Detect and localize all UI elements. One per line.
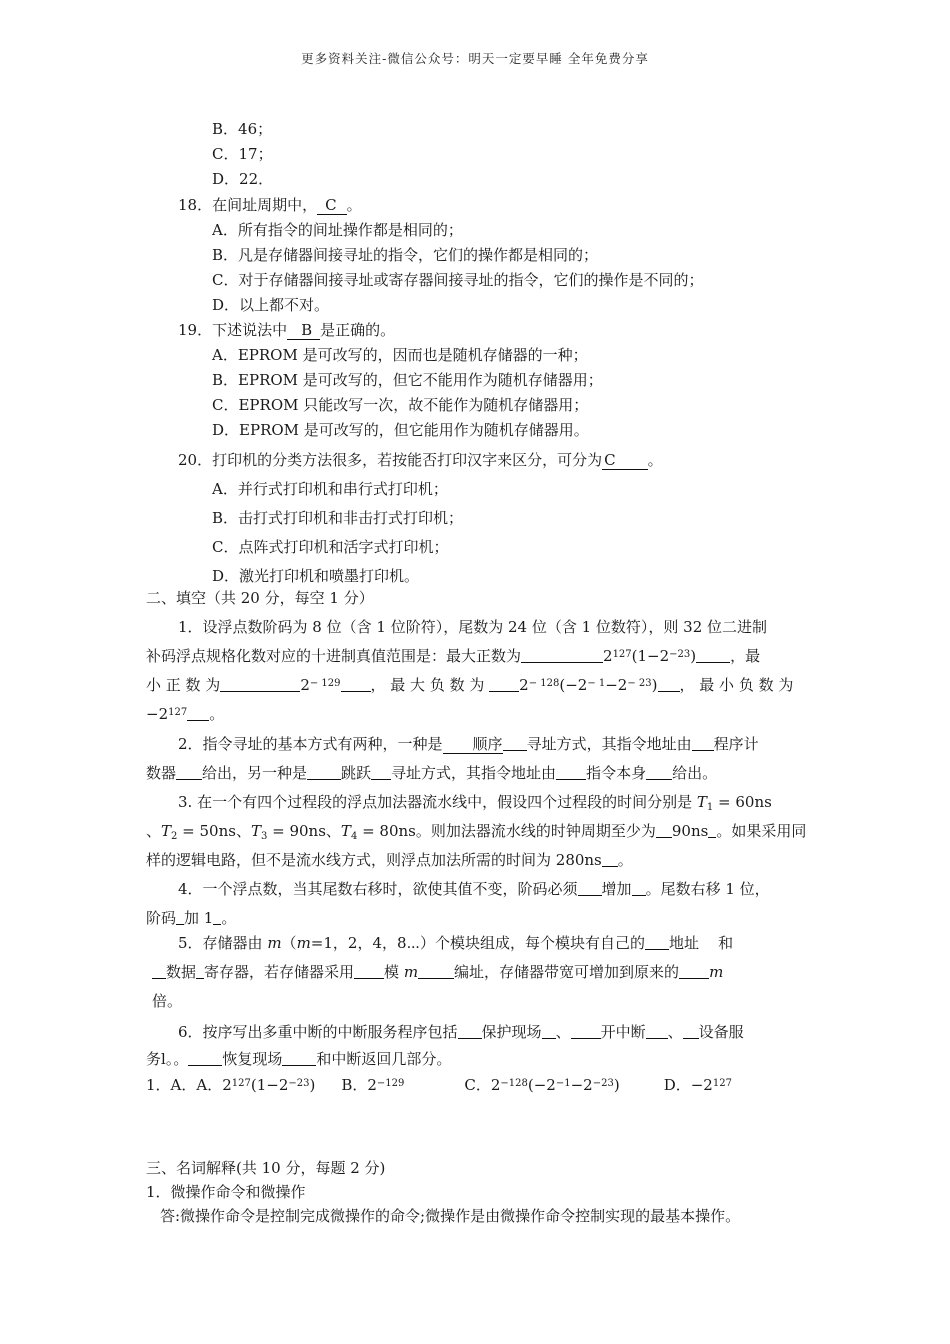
fill1-text: ，最 [730,647,761,665]
q19-stem [178,319,395,341]
q20-stem [178,449,663,471]
fill3-text: = 90ns、 [267,822,341,840]
fill5-answer-3: 模 [384,963,404,981]
fill2-text: 给出。 [672,764,718,782]
fill4-text: 4．一个浮点数，当其尾数右移时，欲使其值不变，阶码必须 [178,880,578,898]
q18-option-b: B．凡是存储器间接寻址的指令，它们的操作都是相同的； [212,246,599,264]
q19-option-c: C．EPROM 只能改写一次，故不能作为随机存储器用； [212,396,589,414]
blank-line [354,964,384,979]
blank-line [196,964,204,979]
fill2-text: 寻址方式，其指令地址由 [526,735,692,753]
fill5-text: 编址，存储器带宽可增加到原来的 [454,963,680,981]
answer-b: $2^{-129}$ [367,1076,405,1094]
answer-c-label: C． [464,1076,491,1094]
fill1-answer-max-neg: $2^{- 128}(-2^{- 1}-2^{- 23})$ [519,676,658,694]
term1-title: 1．微操作命令和微操作 [146,1183,306,1201]
fill2-text: 寻址方式，其指令地址由 [391,764,557,782]
fill5-answer-4: m [709,963,724,981]
fill5-var: m [403,963,419,981]
blank-line [489,677,519,692]
fill1-text: 。 [209,705,225,723]
fill5-text: 5．存储器由 [178,934,268,952]
q18-stem-text: 18．在间址周期中， [178,196,318,214]
blank-line [503,736,527,751]
fill5-line2 [152,961,723,983]
fill3-text: 。 [617,851,633,869]
answer-label: 1．A．A． [146,1076,223,1094]
q18-answer: C [317,196,346,215]
q17-option-d: D．22． [212,170,274,188]
fill6-answer-4: 恢复现场 [222,1050,283,1068]
fill2-line2 [146,762,717,784]
fill1-text: ， 最 大 负 数 为 [370,676,485,694]
fill4-text: 。尾数右移 1 位， [645,880,770,898]
fill3-text: = 50ns、 [177,822,251,840]
fill3-text: 。如果采用同 [716,822,807,840]
fill4-line1 [178,878,770,900]
answer-b-label: B． [341,1076,368,1094]
fill4-answer-1: 增加 [601,880,632,898]
fill1-text: ， 最 小 负 数 为 [679,676,794,694]
fill5-var: m [296,934,311,952]
answer-c: $2^{-128}(-2^{-1}-2^{-23})$ [490,1076,620,1094]
fill2-line1 [178,733,759,755]
q20-option-b: B．击打式打印机和非击打式打印机； [212,509,464,527]
q19-answer: B [287,321,320,340]
q18-stem [178,194,362,216]
fill6-text: l。。 [161,1050,189,1068]
blank-line [679,964,709,979]
q19-stem-end: 是正确的。 [320,321,396,339]
blank-line [602,852,618,867]
fill1-answer-max-pos: $2^{127}(1-2^{-23})$ [603,647,697,665]
blank-line [542,1024,556,1039]
blank-line [683,1024,699,1039]
blank-line [418,964,454,979]
fill3-text: = 60ns [713,793,772,811]
fill3-text: 3. 在一个有四个过程段的浮点加法器流水线中，假设四个过程段的时间分别是 [178,793,693,811]
fill5-text: =1，2，4，8⋯）个模块组成，每个模块有自己的 [310,934,646,952]
answer-line [146,1074,732,1096]
blank-line [187,706,209,721]
q19-option-d: D．EPROM 是可改写的，但它能用作为随机存储器用。 [212,421,589,439]
q17-option-c: C．17； [212,145,273,163]
fill5-line1 [178,932,733,954]
fill5-text: 寄存器，若存储器采用 [204,963,355,981]
fill4-text: 阶码 [146,909,177,927]
section3-title: 三、名词解释(共 10 分，每题 2 分) [146,1159,386,1177]
q20-answer: C [602,451,647,470]
fill6-text: 和中断返回几部分。 [316,1050,452,1068]
blank-line [646,765,672,780]
blank-line [646,1024,668,1039]
fill3-text: 、 [146,822,162,840]
fill4-answer-2: 加 1 [184,909,214,927]
fill2-text: 2．指令寻址的基本方式有两种，一种是 [178,735,443,753]
fill3-var: T [250,822,261,840]
blank-line [696,648,730,663]
fill3-var: T [696,793,707,811]
q20-option-d: D．激光打印机和喷墨打印机。 [212,567,420,585]
fill2-answer-4: 指令本身 [586,764,647,782]
q20-stem-text: 20．打印机的分类方法很多，若按能否打印汉字来区分，可分为 [178,451,603,469]
fill4-text: 。 [221,909,237,927]
fill5-text: 和 [699,934,734,952]
fill4-line2 [146,907,236,929]
fill3-text: = 80ns。则加法器流水线的时钟周期至少为 [357,822,656,840]
blank-line [220,677,300,692]
blank-line [176,910,184,925]
blank-line [571,1024,601,1039]
fill3-line3 [146,849,633,871]
q19-option-a: A．EPROM 是可改写的，因而也是随机存储器的一种； [212,346,588,364]
fill3-var: T [161,822,172,840]
q19-option-b: B．EPROM 是可改写的，但它不能用作为随机存储器用； [212,371,603,389]
fill1-answer-min-neg: $-2^{127}$ [146,705,188,723]
fill6-line2 [146,1048,451,1070]
q20-option-a: A．并行式打印机和串行式打印机； [212,480,448,498]
fill2-text: 数器 [146,764,177,782]
fill3-line2: 、$T_2 = 50ns$、$T_3 = 90ns$、$T_4 = 80ns$。则加法器流水线的时钟周期至少为 90ns 。如果采用同 [146,822,807,842]
blank-line [578,881,602,896]
fill2-answer-2: 程序计 [713,735,759,753]
answer-d-label: D． [663,1076,691,1094]
blank-line [282,1051,316,1066]
fill1-line2 [146,645,760,667]
blank-line [341,677,371,692]
fill1-text: 小 正 数 为 [146,676,221,694]
fill6-answer-2: 开中断 [600,1023,646,1041]
q20-option-c: C．点阵式打印机和活字式打印机； [212,538,449,556]
fill5-text: （ [281,934,297,952]
fill3-line1: 3. 在一个有四个过程段的浮点加法器流水线中，假设四个过程段的时间分别是 $T_1 = 60ns$ [178,793,772,813]
fill3-var: T [340,822,351,840]
term1-answer: 答:微操作命令是控制完成微操作的命令;微操作是由微操作命令控制实现的最基本操作。 [160,1207,741,1225]
q18-option-d: D．以上都不对。 [212,296,330,314]
blank-line [521,648,603,663]
fill1-line3 [146,674,793,696]
blank-line [556,765,586,780]
blank-line [307,765,341,780]
fill6-answer-3: 设备服 [698,1023,744,1041]
blank-line [152,964,166,979]
q18-stem-end: 。 [346,196,362,214]
fill5-answer-1: 地址 [669,934,700,952]
answer-d: $-2^{127}$ [690,1076,732,1094]
blank-line [458,1024,482,1039]
q19-stem-text: 19．下述说法中 [178,321,288,339]
section2-title: 二、填空（共 20 分，每空 1 分） [146,589,374,607]
fill6-line1 [178,1021,744,1043]
fill3-answer-1: 90ns [671,822,709,840]
fill1-answer-min-pos: $2^{- 129}$ [300,676,341,694]
fill2-answer-3: 跳跃 [341,764,372,782]
fill2-text: 给出，另一种是 [202,764,308,782]
q18-option-a: A．所有指令的间址操作都是相同的； [212,221,463,239]
fill1-text: 补码浮点规格化数对应的十进制真值范围是：最大正数为 [146,647,522,665]
blank-line [656,823,672,838]
blank-line [658,677,680,692]
fill2-answer-1: 顺序 [443,735,503,754]
blank-line [632,881,646,896]
q18-option-c: C．对于存储器间接寻址或寄存器间接寻址的指令，它们的操作是不同的； [212,271,704,289]
fill6-text: 务 [146,1050,162,1068]
fill6-text: 6．按序写出多重中断的中断服务程序包括 [178,1023,458,1041]
fill5-line3: 倍。 [152,992,183,1010]
blank-line [371,765,391,780]
fill3-answer-2: 样的逻辑电路，但不是流水线方式，则浮点加法所需的时间为 280ns [146,851,602,869]
blank-line [692,736,714,751]
blank-line [176,765,202,780]
q20-stem-end: 。 [647,451,663,469]
answer-a: $2^{127}(1-2^{-23})$ [222,1076,316,1094]
fill1-line4 [146,703,224,725]
fill1-line1: 1．设浮点数阶码为 8 位（含 1 位阶符），尾数为 24 位（含 1 位数符），则 32 位二进制 [178,618,768,636]
fill6-text: 、 [667,1023,683,1041]
fill5-answer-2: 数据 [166,963,197,981]
blank-line [188,1051,222,1066]
page-header: 更多资料关注-微信公众号：明天一定要早睡 全年免费分享 [301,51,649,66]
q17-option-b: B．46； [212,120,273,138]
fill5-var: m [267,934,282,952]
blank-line [645,935,669,950]
fill6-answer-1: 保护现场 [481,1023,542,1041]
fill6-text: 、 [555,1023,571,1041]
